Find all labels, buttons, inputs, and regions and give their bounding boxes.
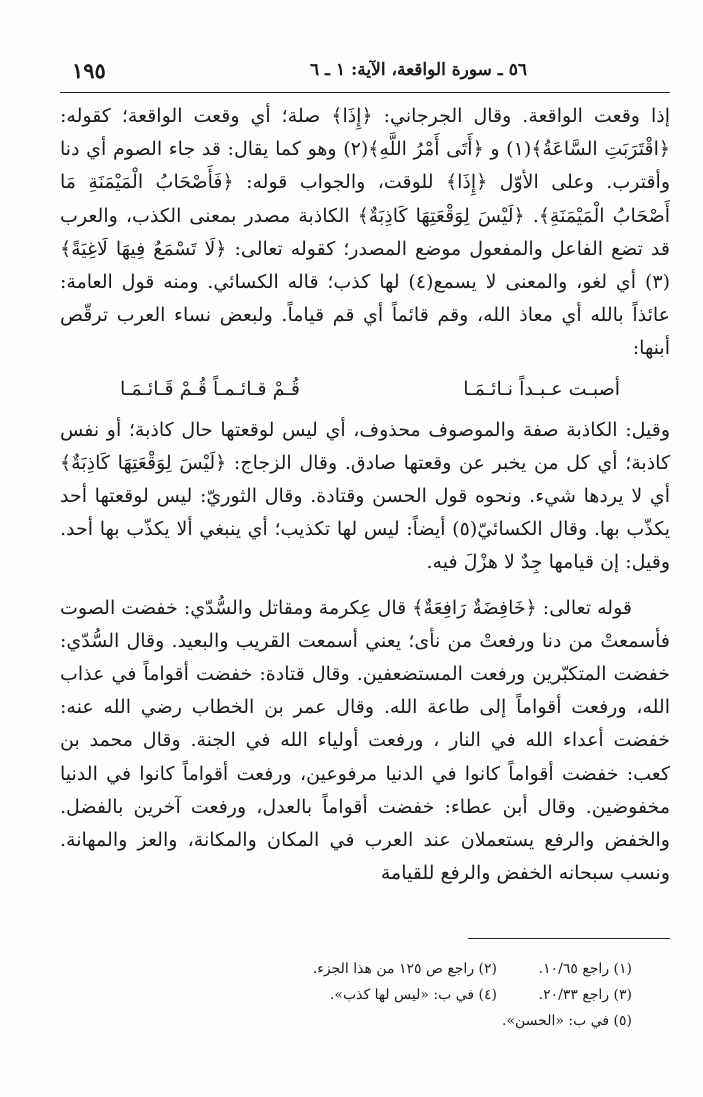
paragraph-2: وقيل: الكاذبة صفة والموصوف محذوف، أي ليس لوقعتها حال كاذبة؛ أو نفس كاذبة؛ أي كل من يخبر عن وقعتها صادق. وقال الزجاج: ﴿لَيْسَ لِوَقْعَتِهَا كَاذِبَةٌ﴾ أي لا يردها شيء. ونحوه قول الحسن وقتادة. وقال الثوريّ: ليس لوقعتها أحد يكذّب بها. وقال الكسائيّ(٥) أيضاً: ليس لها تكذيب؛ أي ينبغي ألا يكذّب بها أحد. وقيل: إن قيامها جِدٌ لا هزْلَ فيه.: [60, 418, 670, 574]
poem-right-hemistich: أصبـت عـبـداً نـائـمَـا: [463, 377, 620, 400]
footnote-row: [60, 982, 670, 1008]
header-rule: [60, 92, 670, 93]
paragraph-1: إذا وقعت الواقعة. وقال الجرجاني: ﴿إِذَا﴾ صلة؛ أي وقعت الواقعة؛ كقوله: ﴿اقْتَرَبَتِ السَّاعَةُ﴾(١) و ﴿أَتَى أَمْرُ اللَّهِ﴾(٢) وهو كما يقال: قد جاء الصوم أي دنا وأقترب. وعلى الأوّل ﴿إِذَا﴾ للوقت، والجواب قوله: ﴿فَأَصْحَابُ الْمَيْمَنَةِ مَا أَصْحَابُ الْمَيْمَنَةِ﴾. ﴿لَيْسَ لِوَقْعَتِهَا كَاذِبَةٌ﴾ الكاذبة مصدر بمعنى الكذب، والعرب قد تضع الفاعل والمفعول موضع المصدر؛ كقوله تعالى: ﴿لَا تَسْمَعُ فِيهَا لَاغِيَةً﴾(٣) أي لغو، والمعنى لا يسمع(٤) لها كذب؛ قاله الكسائي. ومنه قول العامة: عائذاً بالله أي معاذ الله، وقم قائماً أي قم قياماً. ولبعض نساء العرب ترقّص أبنها:: [60, 105, 671, 360]
paragraph-3: قوله تعالى: ﴿خَافِضَةٌ رَافِعَةٌ﴾ قال عِكرمة ومقاتل والسُّدّي: خفضت الصوت فأسمعتْ من دنا ورفعتْ من نأى؛ يعني أسمعت القريب والبعيد. وقال السُّدّي: خفضت المتكبّرين ورفعت المستضعفين. وقال قتادة: خفضت أقواماً في عذاب الله، ورفعت أقواماً إلى طاعة الله. وقال عمر بن الخطاب رضي الله عنه: خفضت أعداء الله في النار ، ورفعت أولياء الله في الجنة. وقال محمد بن كعب: خفضت أقواماً كانوا في الدنيا مرفوعين، ورفعت أقواماً كانوا في الدنيا مخفوضين. وقال أبن عطاء: خفضت أقواماً بالعدل، ورفعت آخرين بالفضل. والخفض والرفع يستعملان عند العرب في المكان والمكانة، والعز والمهانة. ونسب سبحانه الخفض والرفع للقيامة: [60, 596, 670, 885]
poem-left-hemistich: قُـمْ قـائـمـاً قُـمْ قَـائـمَـا: [120, 377, 300, 400]
footnotes: [60, 956, 670, 1034]
body-text: [60, 100, 670, 890]
footnote-1: (١) راجع ١٠/٦٥.: [538, 961, 632, 977]
footnote-2: (٢) راجع ص ١٢٥ من هذا الجزء.: [312, 961, 497, 977]
footnote-3: (٣) راجع ٢٠/٣٣.: [538, 987, 632, 1003]
running-head: ٥٦ ـ سورة الواقعة، الآية: ١ ـ ٦: [310, 60, 527, 80]
footnote-row: [60, 956, 670, 982]
page-number: ١٩٥: [72, 58, 106, 83]
footnote-5: (٥) في ب: «الحسن».: [502, 1013, 632, 1029]
paragraph-gap: [60, 580, 670, 592]
poem-verse: [60, 366, 670, 414]
footnote-4: (٤) في ب: «ليس لها كذب».: [329, 987, 497, 1003]
page-header: [60, 58, 663, 88]
footnote-rule: [468, 938, 670, 939]
footnote-row: [60, 1008, 670, 1034]
